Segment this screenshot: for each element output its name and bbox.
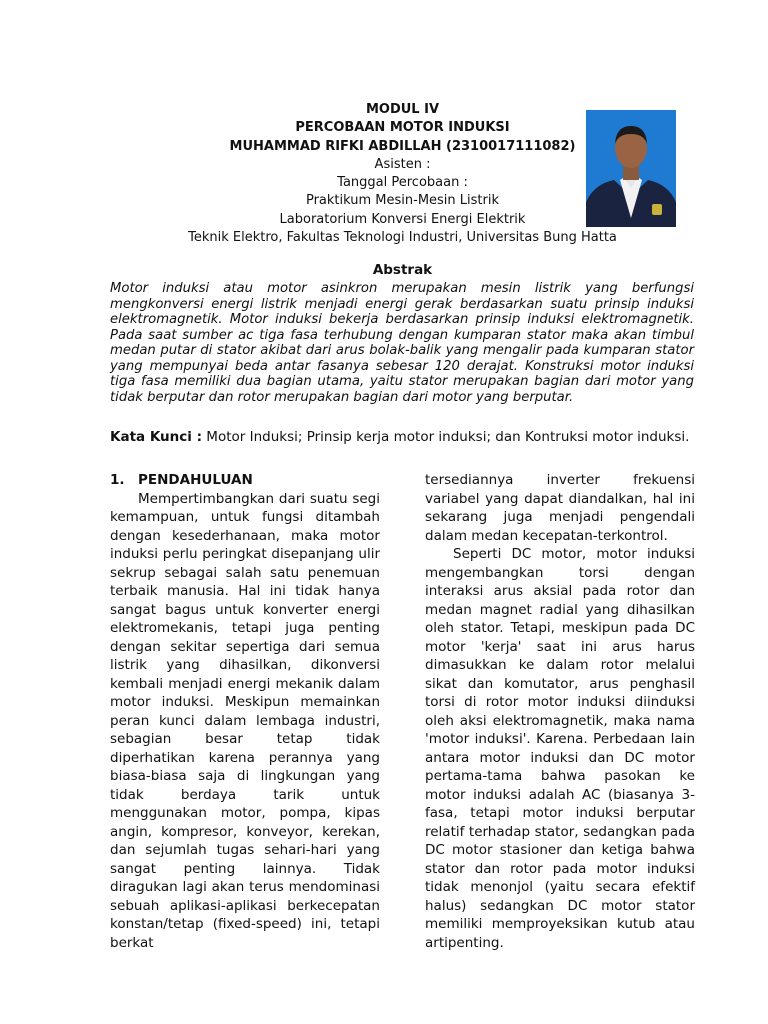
assistant-line: Asisten :: [374, 156, 431, 172]
keywords-label: Kata Kunci :: [110, 429, 203, 445]
lab-line: Laboratorium Konversi Energi Elektrik: [279, 211, 526, 227]
section-number: 1.: [110, 472, 125, 488]
intro-paragraph-1: Mempertimbangkan dari suatu segi kemampuan, untuk fungsi ditambah dengan kesederhanaan, maka motor induksi perlu peringkat disepanjang ulir sekrup sebagai salah satu penemuan terbaik manusia. Hal ini tidak hanya sangat bagus untuk konverter energi elektromekanis, tetapi juga penting dengan sekitar sepertiga dari semua listrik yang dihasilkan, dikonversi kembali menjadi energi mekanik dalam motor induksi. Meskipun memainkan peran kunci dalam lembaga industri, sebagian besar tetap tidak diperhatikan karena perannya yang biasa-biasa saja di lingkungan yang tidak berdaya tarik untuk menggunakan motor, pompa, kipas angin, kompresor, konveyor, kerekan, dan sejumlah tugas sehari-hari yang sangat penting lainnya. Tidak diragukan lagi akan terus mendominasi sebuah aplikasi-aplikasi berkecepatan konstan/tetap (fixed-speed) ini, tetapi berkat: [110, 490, 380, 951]
portrait-illustration: [586, 110, 676, 227]
section-title: PENDAHULUAN: [138, 472, 253, 488]
course-line: Praktikum Mesin-Mesin Listrik: [305, 193, 500, 209]
keywords-text: Motor Induksi; Prinsip kerja motor induksi; dan Kontruksi motor induksi.: [202, 429, 690, 445]
section-heading: [110, 471, 380, 490]
author-photo: [586, 110, 676, 227]
abstract-heading: Abstrak: [372, 262, 433, 278]
abstract-text: Motor induksi atau motor asinkron merupakan mesin listrik yang berfungsi mengkonversi energi listrik menjadi energi gerak berdasarkan suatu prinsip induksi elektromagnetik. Motor induksi bekerja berdasarkan prinsip induksi elektromagnetik. Pada saat sumber ac tiga fasa terhubung dengan kumparan stator maka akan timbul medan putar di stator akibat dari arus bolak-balik yang mengalir pada kumparan stator yang mempunyai beda antar fasanya sebesar 120 derajat. Konstruksi motor induksi tiga fasa memiliki dua bagian utama, yaitu stator merupakan bagian dari motor yang tidak berputar dan rotor merupakan bagian dari motor yang berputar.: [110, 281, 694, 405]
module-label: MODUL IV: [365, 102, 440, 117]
date-line: Tanggal Percobaan :: [337, 175, 468, 191]
right-column: [425, 471, 695, 952]
keywords: [110, 428, 695, 447]
intro-paragraph-3: Seperti DC motor, motor induksi mengembangkan torsi dengan interaksi arus aksial pada rotor dan medan magnet radial yang dihasilkan oleh stator. Tetapi, meskipun pada DC motor 'kerja' saat ini arus harus dimasukkan ke dalam rotor melalui sikat dan komutator, arus penghasil torsi di rotor motor induksi diinduksi oleh aksi elektromagnetik, maka nama 'motor induksi'. Karena. Perbedaan lain antara motor induksi dan DC motor pertama-tama bahwa pasokan ke motor induksi adalah AC (biasanya 3-fasa, tetapi motor induksi berputar relatif terhadap stator, sedangkan pada DC motor stasioner dan ketiga bahwa stator dan rotor pada motor induksi tidak menonjol (yaitu secara efektif halus) sedangkan DC motor stator memiliki memproyeksikan kutub atau artipenting.: [425, 546, 695, 951]
author-name: MUHAMMAD RIFKI ABDILLAH (2310017111082): [229, 138, 576, 154]
left-column: [110, 471, 380, 952]
affiliation-line: Teknik Elektro, Fakultas Teknologi Industri, Universitas Bung Hatta: [188, 230, 617, 246]
paper-title: PERCOBAAN MOTOR INDUKSI: [295, 120, 510, 136]
intro-paragraph-2: tersediannya inverter frekuensi variabel yang dapat diandalkan, hal ini sekarang juga menjadi pengendali dalam medan kecepatan-terkontrol.: [425, 472, 695, 544]
